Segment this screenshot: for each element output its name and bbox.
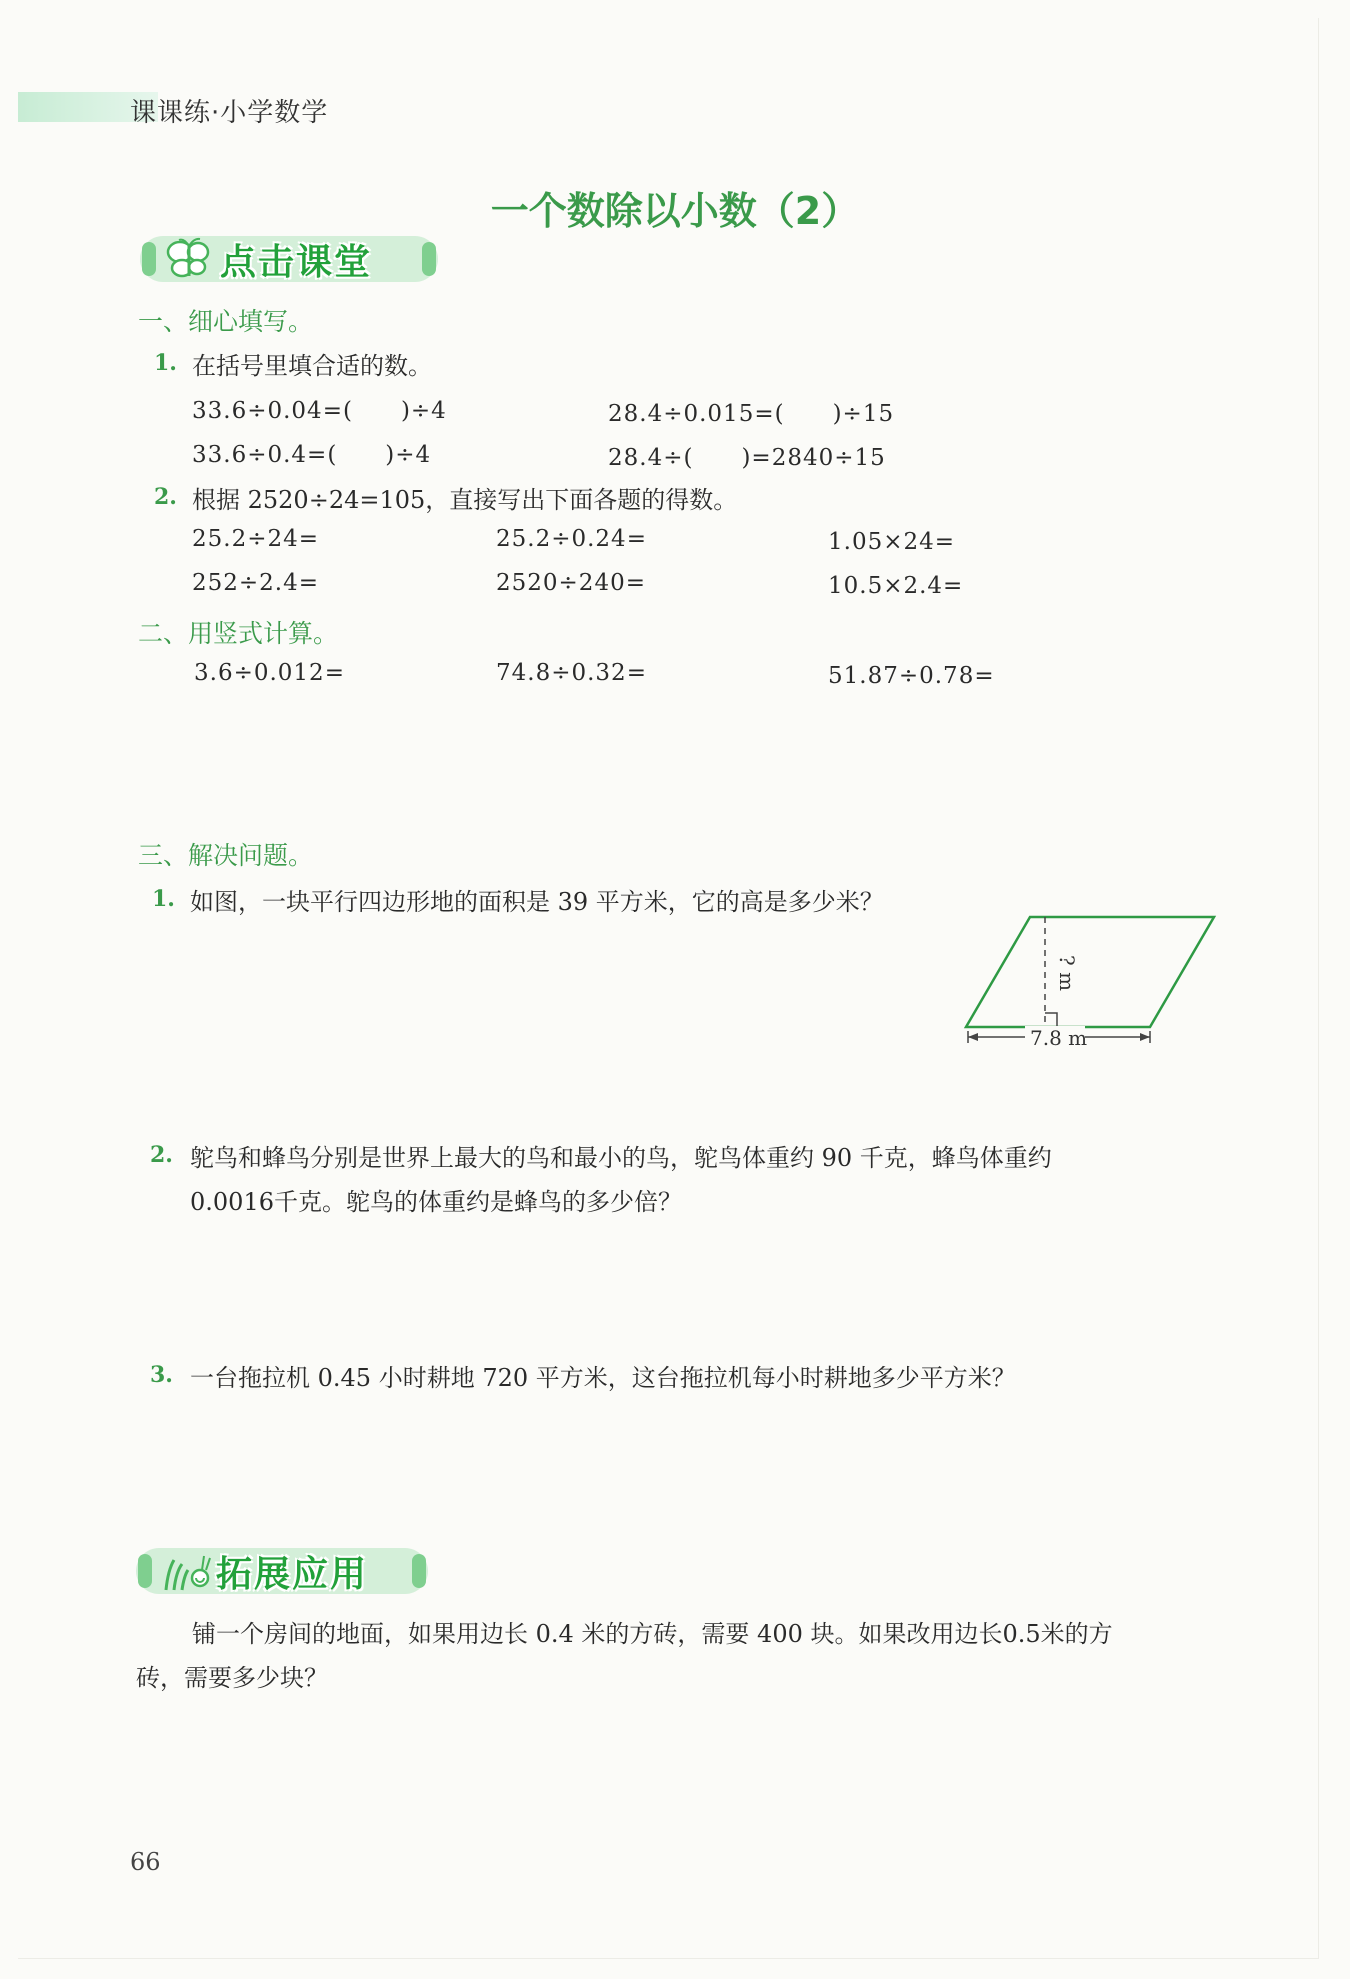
s1-q1-r2-c2: 28.4÷( )=2840÷15: [608, 445, 886, 471]
s3-q2-number: 2.: [150, 1142, 173, 1168]
s3-q3-number: 3.: [150, 1362, 173, 1388]
s1-q1-r2-c1: 33.6÷0.4=( )÷4: [192, 442, 432, 468]
section3-heading: 三、解决问题。: [138, 841, 314, 870]
height-label: ? m: [1055, 955, 1079, 992]
base-label: 7.8 m: [1030, 1026, 1088, 1050]
book-title: 课课练·小学数学: [130, 98, 329, 128]
banner-class-label: 点击课堂: [220, 241, 373, 283]
s3-q3-text: 一台拖拉机 0.45 小时耕地 720 平方米，这台拖拉机每小时耕地多少平方米？: [190, 1364, 1016, 1392]
parallelogram-shape: [966, 917, 1214, 1027]
s3-q1-text: 如图，一块平行四边形地的面积是 39 平方米，它的高是多少米？: [190, 888, 884, 916]
butterfly-icon: [162, 236, 216, 282]
banner-cap-right: [422, 242, 436, 276]
base-arrow-left: [968, 1033, 978, 1041]
s1-q2-r2-c2: 2520÷240=: [496, 570, 646, 596]
s2-item-3: 51.87÷0.78=: [828, 663, 995, 689]
s1-q2-r1-c3: 1.05×24=: [828, 529, 956, 555]
section2-heading: 二、用竖式计算。: [138, 619, 339, 648]
s1-q2-r2-c3: 10.5×2.4=: [828, 573, 964, 599]
s1-q2-prompt: 根据 2520÷24=105，直接写出下面各题的得数。: [192, 486, 738, 514]
banner-cap-left: [138, 1554, 152, 1588]
lesson-title: 一个数除以小数（2）: [490, 189, 860, 233]
grass-snail-icon: [158, 1548, 212, 1594]
banner-extend: [136, 1548, 428, 1594]
extend-line2: 砖，需要多少块？: [136, 1664, 328, 1692]
s1-q1-prompt: 在括号里填合适的数。: [192, 352, 432, 380]
s1-q1-r1-c1: 33.6÷0.04=( )÷4: [192, 398, 447, 424]
extend-line1: 铺一个房间的地面，如果用边长 0.4 米的方砖，需要 400 块。如果改用边长0.5米的方: [192, 1620, 1113, 1648]
s1-q2-number: 2.: [154, 484, 177, 510]
parallelogram-figure: [960, 905, 1222, 1055]
banner-extend-label: 拓展应用: [216, 1553, 369, 1595]
banner-class: [140, 236, 438, 282]
banner-cap-left: [142, 242, 156, 276]
s2-item-1: 3.6÷0.012=: [194, 660, 345, 686]
s1-q2-r1-c1: 25.2÷24=: [192, 526, 320, 552]
s3-q2-line1: 鸵鸟和蜂鸟分别是世界上最大的鸟和最小的鸟，鸵鸟体重约 90 千克，蜂鸟体重约: [190, 1144, 1052, 1172]
banner-cap-right: [412, 1554, 426, 1588]
base-arrow-right: [1140, 1033, 1150, 1041]
section1-heading: 一、细心填写。: [138, 307, 314, 336]
page-number: 66: [130, 1848, 161, 1876]
s1-q1-r1-c2: 28.4÷0.015=( )÷15: [608, 401, 895, 427]
s3-q1-number: 1.: [152, 886, 175, 912]
s1-q1-number: 1.: [154, 350, 177, 376]
s2-item-2: 74.8÷0.32=: [496, 660, 647, 686]
s1-q2-r2-c1: 252÷2.4=: [192, 570, 320, 596]
right-angle-mark: [1045, 1013, 1057, 1027]
s3-q2-line2: 0.0016千克。鸵鸟的体重约是蜂鸟的多少倍？: [190, 1188, 682, 1216]
s1-q2-r1-c2: 25.2÷0.24=: [496, 526, 647, 552]
